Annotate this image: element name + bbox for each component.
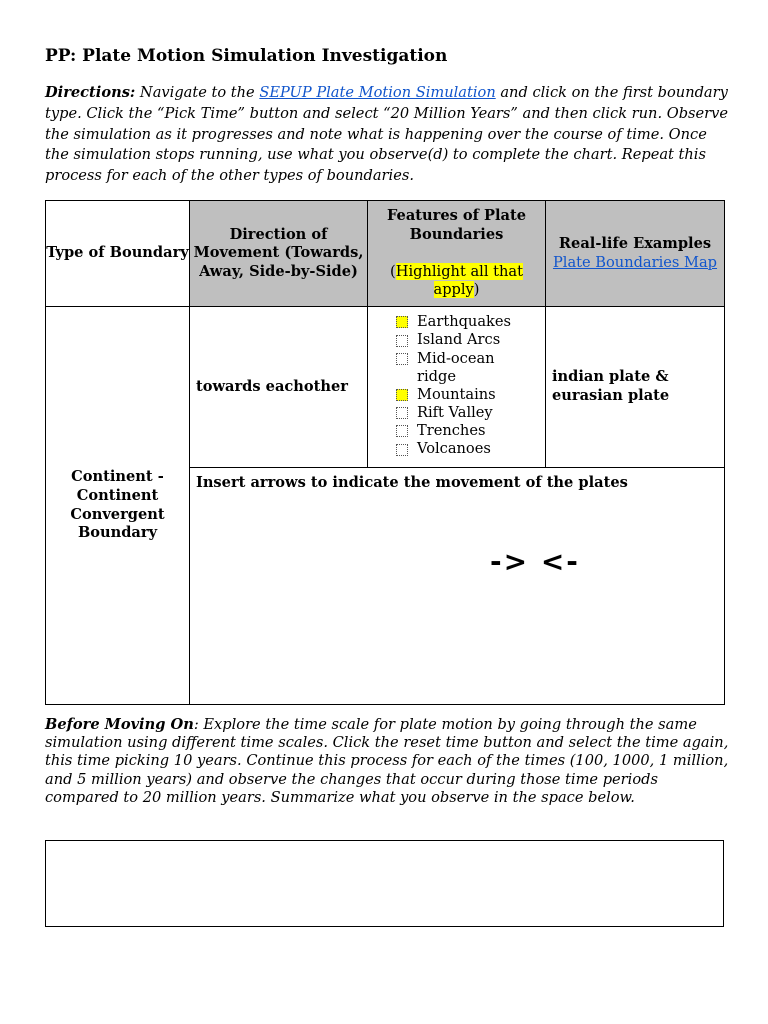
feature-earthquakes[interactable]: Earthquakes xyxy=(396,313,545,331)
sepup-simulation-link[interactable]: SEPUP Plate Motion Simulation xyxy=(259,84,496,101)
before-moving-on-text: : Explore the time scale for plate motion by going through the same simulation using different time scales. Click the reset time button and select the time again, this time picking 10 years. Continue this process for each of the times (100, 1000, 1 million, and 5 million years) and observe the changes that occur during those time periods compared to 20 million years. Summarize what you observe in the space below. xyxy=(45,716,729,806)
plate-boundaries-map-link[interactable]: Plate Boundaries Map xyxy=(552,253,718,271)
header-real-life-examples xyxy=(546,201,725,307)
checkbox-icon[interactable] xyxy=(396,444,408,456)
checkbox-icon[interactable] xyxy=(396,335,408,347)
direction-answer[interactable]: towards eachother xyxy=(190,307,368,468)
real-life-example-answer[interactable]: indian plate & eurasian plate xyxy=(546,307,725,468)
features-checklist xyxy=(368,307,546,468)
feature-rift-valley[interactable]: Rift Valley xyxy=(396,404,545,422)
feature-volcanoes[interactable]: Volcanoes xyxy=(396,441,545,459)
summary-answer-box[interactable] xyxy=(45,840,724,927)
arrows-cell[interactable] xyxy=(190,468,725,705)
arrows-prompt: Insert arrows to indicate the movement of the plates xyxy=(196,474,628,491)
header-features xyxy=(368,201,546,307)
feature-mountains[interactable]: Mountains xyxy=(396,386,545,404)
header-type-of-boundary: Type of Boundary xyxy=(46,201,190,307)
header-direction-of-movement: Direction of Movement (Towards, Away, Side-by-Side) xyxy=(190,201,368,307)
checkbox-icon[interactable] xyxy=(396,425,408,437)
boundary-chart xyxy=(45,200,725,705)
page-title: PP: Plate Motion Simulation Investigation xyxy=(45,46,448,66)
directions-paragraph xyxy=(45,83,730,187)
directions-text-2: and click on the first boundary type. Click the “Pick Time” button and select “20 Million Years” and then click run. Observe the simulation as it progresses and note what is happening over the course of time. Once the simulation stops running, use what you observe(d) to complete the chart. Repeat this process for each of the other types of boundaries. xyxy=(45,84,729,185)
feature-trenches[interactable]: Trenches xyxy=(396,422,545,440)
movement-arrows: -> <- xyxy=(490,545,580,578)
features-note: (Highlight all that apply) xyxy=(390,262,523,299)
before-moving-on-paragraph xyxy=(45,716,730,807)
checkbox-icon[interactable] xyxy=(396,353,408,365)
directions-text-1: Navigate to the xyxy=(135,84,260,101)
feature-island-arcs[interactable]: Island Arcs xyxy=(396,331,545,349)
directions-label: Directions: xyxy=(45,84,136,101)
examples-title: Real-life Examples xyxy=(558,234,712,252)
boundary-type-cell: Continent - Continent Convergent Boundary xyxy=(46,307,190,705)
before-moving-on-label: Before Moving On xyxy=(45,716,194,733)
checkbox-icon[interactable] xyxy=(396,407,408,419)
feature-mid-ocean-ridge[interactable]: Mid-ocean ridge xyxy=(396,350,545,386)
checkbox-icon[interactable] xyxy=(396,389,408,401)
features-title: Features of Plate Boundaries xyxy=(386,207,527,243)
checkbox-icon[interactable] xyxy=(396,316,408,328)
